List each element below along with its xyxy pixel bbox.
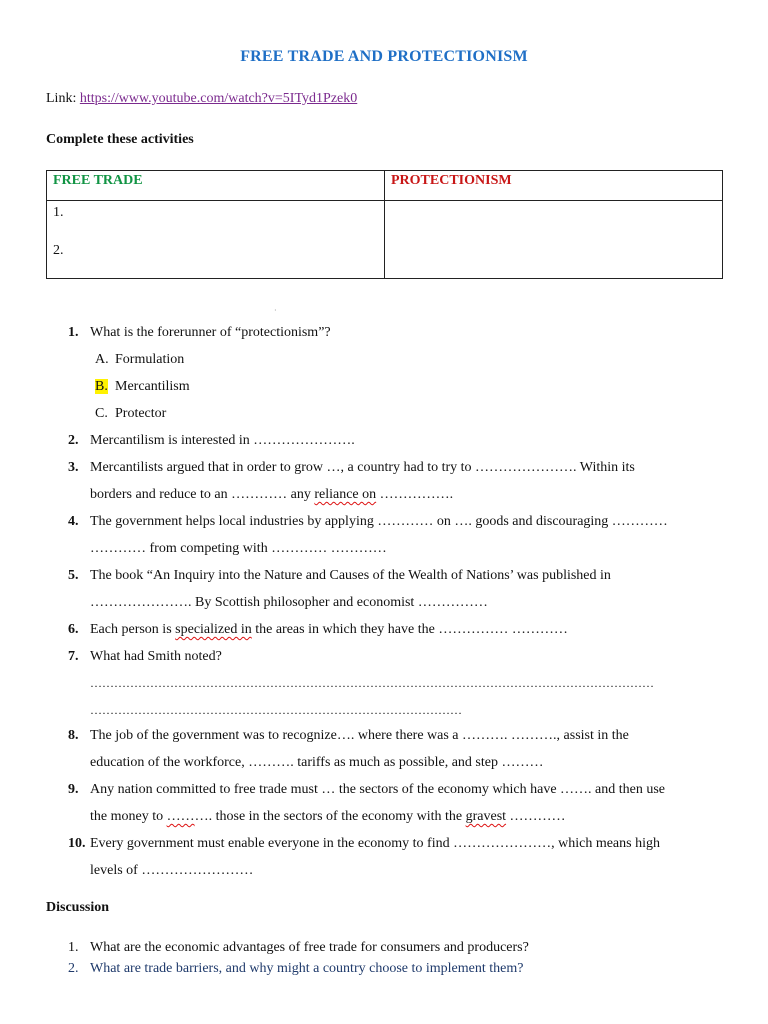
discussion-text: What are the economic advantages of free trade for consumers and producers?: [90, 940, 529, 955]
option-text: Protector: [115, 406, 167, 421]
protectionism-header: PROTECTIONISM: [385, 171, 723, 201]
discussion-number: 1.: [68, 940, 79, 955]
answer-line[interactable]: ……………………………………………………………………………………………………………………………: [90, 676, 654, 690]
discussion-text: What are trade barriers, and why might a country choose to implement them?: [90, 961, 524, 976]
link-line: [46, 91, 357, 107]
question-text: Each person is: [90, 622, 176, 637]
question-text: The government helps local industries by applying ………… on …. goods and discouraging …………: [90, 514, 668, 529]
free-trade-header: FREE TRADE: [47, 171, 385, 201]
question-text: ………… from competing with ………… …………: [90, 541, 387, 556]
answer-line[interactable]: …………………………………………………………………………………: [90, 703, 462, 717]
question-number: 10.: [68, 836, 86, 851]
option-letter: C.: [95, 406, 108, 421]
question-text: …………………. By Scottish philosopher and economist ……………: [90, 595, 488, 610]
question-text: Mercantilism is interested in ………………….: [90, 433, 355, 448]
option-b[interactable]: [95, 373, 190, 400]
question-text: What had Smith noted?: [90, 649, 222, 664]
list-item: 2.: [53, 243, 64, 258]
question-number: 1.: [68, 325, 79, 340]
question-text: Any nation committed to free trade must … the sectors of the economy which have ……. and then use: [90, 782, 666, 797]
question-text: The job of the government was to recognize…. where there was a ………. ………., assist in the: [90, 728, 629, 743]
question-text: Every government must enable everyone in the economy to find …………………, which means high: [90, 836, 660, 851]
question-number: 6.: [68, 622, 79, 637]
question-1: [68, 319, 331, 346]
question-6: [68, 616, 568, 643]
highlighted-answer: B.: [95, 379, 108, 394]
option-letter: A.: [95, 352, 109, 367]
flagged-phrase: ……: [166, 809, 195, 824]
option-text: Formulation: [115, 352, 185, 367]
page-title: FREE TRADE AND PROTECTIONISM: [240, 48, 528, 65]
stray-mark: ·: [274, 306, 277, 315]
option-a[interactable]: [95, 346, 184, 373]
question-text: borders and reduce to an ………… any: [90, 487, 315, 502]
question-number: 7.: [68, 649, 79, 664]
question-7: [68, 643, 654, 724]
question-8: [68, 722, 629, 776]
flagged-phrase: specialized in: [175, 622, 252, 637]
question-text: education of the workforce, ………. tariffs as much as possible, and step ………: [90, 755, 544, 770]
question-text: …. those in the sectors of the economy with the: [194, 809, 466, 824]
question-text: …………….: [376, 487, 454, 502]
video-link[interactable]: https://www.youtube.com/watch?v=5ITyd1Pzek0: [79, 91, 358, 106]
list-item: 1.: [53, 205, 64, 220]
free-trade-cell[interactable]: [47, 201, 385, 279]
question-text: the areas in which they have the …………… …………: [251, 622, 568, 637]
question-number: 9.: [68, 782, 79, 797]
question-4: [68, 508, 668, 562]
comparison-table: [46, 170, 723, 279]
flagged-phrase: reliance on: [314, 487, 377, 502]
question-9: [68, 776, 665, 830]
table-header-row: [47, 171, 723, 201]
option-text: Mercantilism: [115, 379, 190, 394]
discussion-item-2: [68, 958, 523, 980]
table-body-row: [47, 201, 723, 279]
option-letter: [95, 373, 115, 400]
protectionism-cell[interactable]: [385, 201, 723, 279]
question-number: 2.: [68, 433, 79, 448]
question-number: 4.: [68, 514, 79, 529]
question-text: the money to: [90, 809, 167, 824]
question-text: Mercantilists argued that in order to grow …, a country had to try to …………………. Within its: [90, 460, 635, 475]
question-2: [68, 427, 355, 454]
question-10: [68, 830, 660, 884]
question-text: …………: [506, 809, 566, 824]
question-3: [68, 454, 635, 508]
question-5: [68, 562, 611, 616]
question-text: levels of ……………………: [90, 863, 254, 878]
question-number: 3.: [68, 460, 79, 475]
question-text: What is the forerunner of “protectionism”?: [90, 325, 331, 340]
question-text: The book “An Inquiry into the Nature and Causes of the Wealth of Nations’ was published in: [90, 568, 611, 583]
question-number: 8.: [68, 728, 79, 743]
discussion-item-1: [68, 937, 529, 959]
flagged-phrase: gravest: [465, 809, 507, 824]
discussion-heading: Discussion: [46, 900, 110, 915]
discussion-number: 2.: [68, 961, 79, 976]
link-label: Link:: [46, 91, 77, 106]
question-number: 5.: [68, 568, 79, 583]
activities-heading: Complete these activities: [46, 132, 194, 147]
option-c[interactable]: [95, 400, 166, 427]
